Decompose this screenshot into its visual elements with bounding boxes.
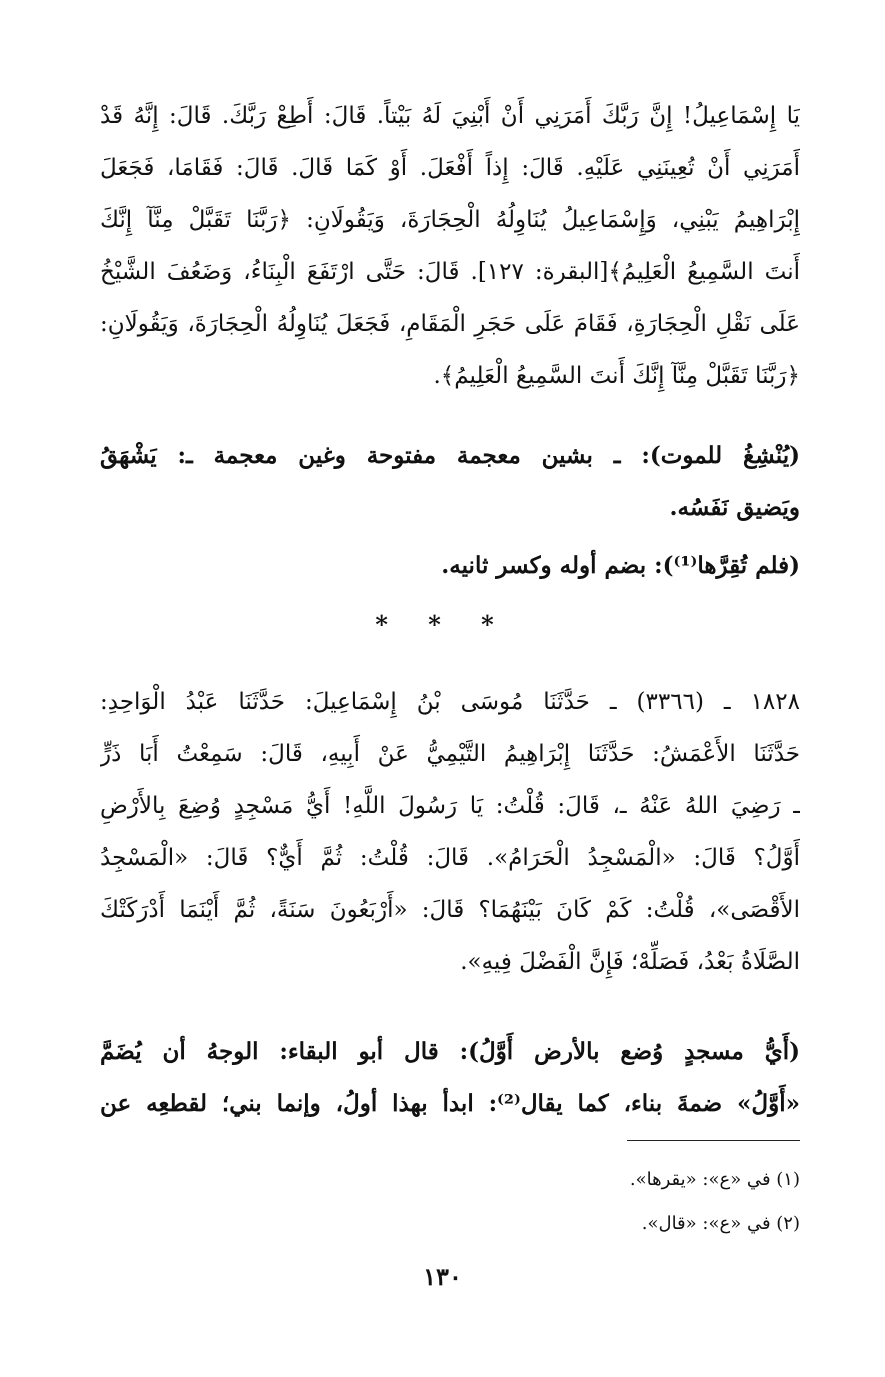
text-line: ١٨٢٨ ـ (٣٣٦٦) ـ حَدَّثَنَا مُوسَى بْنُ إِسْمَاعِيلَ: حَدَّثَنَا عَبْدُ الْوَاحِدِ: xyxy=(100,689,800,715)
text-line: أَنتَ السَّمِيعُ الْعَلِيمُ﴾[البقرة: ١٢٧]. قَالَ: حَتَّى ارْتَفَعَ الْبِنَاءُ، وَضَعُفَ الشَّيْخُ xyxy=(100,259,800,285)
text-line: ﴿رَبَّنَا تَقَبَّلْ مِنَّآ إِنَّكَ أَنتَ السَّمِيعُ الْعَلِيمُ﴾. xyxy=(433,363,800,389)
footnote-1: (١) في «ع»: «يقرها». xyxy=(629,1169,800,1190)
text-line: الصَّلَاةُ بَعْدُ، فَصَلِّهْ؛ فَإِنَّ الْفَضْلَ فِيهِ». xyxy=(460,949,800,975)
commentary-paragraph xyxy=(100,540,800,592)
text-line: الأَقْصَى»، قُلْتُ: كَمْ كَانَ بَيْنَهُمَا؟ قَالَ: «أَرْبَعُونَ سَنَةً، ثُمَّ أَيْنَمَا أَدْرَكَتْكَ xyxy=(100,897,800,923)
commentary-paragraph xyxy=(100,1026,800,1130)
text-line: عَلَى نَقْلِ الْحِجَارَةِ، فَقَامَ عَلَى حَجَرِ الْمَقَامِ، فَجَعَلَ يُنَاوِلُهُ الْحِجَارَةَ، وَيَقُولَانِ: xyxy=(100,311,800,337)
page-number: ١٣٠ xyxy=(423,1262,462,1291)
commentary-paragraph xyxy=(100,430,800,534)
text-line: أَوَّلُ؟ قَالَ: «الْمَسْجِدُ الْحَرَامُ». قَالَ: قُلْتُ: ثُمَّ أَيٌّ؟ قَالَ: «الْمَسْجِدُ xyxy=(100,845,800,871)
text-line: يَا إِسْمَاعِيلُ! إِنَّ رَبَّكَ أَمَرَنِي أَنْ أَبْنِيَ لَهُ بَيْتاً. قَالَ: أَطِعْ رَبَّكَ. قَالَ: إِنَّهُ قَدْ xyxy=(100,103,800,129)
text-line: (يُنْشِغُ للموت): ـ بشين معجمة مفتوحة وغين معجمة ـ: يَشْهَقُ xyxy=(100,442,800,469)
text-line: ويَضيق نَفَسُه. xyxy=(669,494,800,521)
text-line: أَمَرَنِي أَنْ تُعِينَنِي عَلَيْهِ. قَالَ: إِذاً أَفْعَلَ. أَوْ كَمَا قَالَ. قَالَ: فَقَامَا، فَجَعَلَ xyxy=(100,155,800,181)
hadith-paragraph xyxy=(100,676,800,988)
text-line: (أَيُّ مسجدٍ وُضع بالأرض أَوَّلُ): قال أبو البقاء: الوجهُ أن يُضَمَّ xyxy=(100,1038,800,1065)
text-line: ـ رَضِيَ اللهُ عَنْهُ ـ، قَالَ: قُلْتُ: يَا رَسُولَ اللَّهِ! أَيُّ مَسْجِدٍ وُضِعَ بِالأَرْضِ xyxy=(100,793,800,819)
footnote-divider xyxy=(627,1140,800,1141)
text-line: (فلم تُقِرَّها⁽¹⁾): بضم أوله وكسر ثانيه. xyxy=(441,552,800,579)
text-line: حَدَّثَنَا الأَعْمَشُ: حَدَّثَنَا إِبْرَاهِيمُ التَّيْمِيُّ عَنْ أَبِيهِ، قَالَ: سَمِعْتُ أَبَا ذَرٍّ xyxy=(100,741,800,767)
text-line: إِبْرَاهِيمُ يَبْنِي، وَإِسْمَاعِيلُ يُنَاوِلُهُ الْحِجَارَةَ، وَيَقُولَانِ: ﴿رَبَّنَا تَقَبَّلْ مِنَّآ إِنَّكَ xyxy=(100,207,800,233)
footnote-2: (٢) في «ع»: «قال». xyxy=(641,1213,800,1234)
section-separator: * * * xyxy=(375,610,510,639)
text-line: «أَوَّلُ» ضمةَ بناء، كما يقال⁽²⁾: ابدأ بهذا أولُ، وإنما بني؛ لقطعِه عن xyxy=(100,1090,800,1117)
hadith-continuation-paragraph xyxy=(100,90,800,402)
footnotes xyxy=(100,1158,800,1246)
